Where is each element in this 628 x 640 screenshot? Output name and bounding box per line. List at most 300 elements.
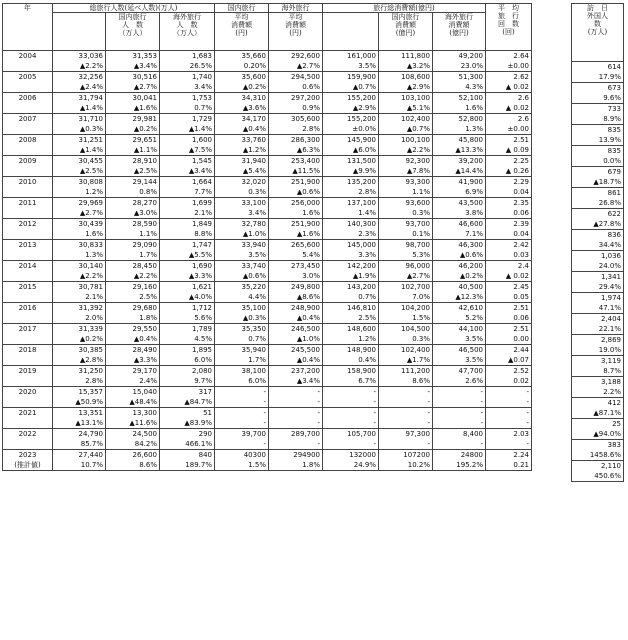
- visitors-row: [572, 293, 624, 304]
- change-row: [3, 355, 532, 366]
- change-cell: 0.03: [486, 250, 532, 261]
- visitors-cell: 2,869: [572, 335, 624, 346]
- change-cell: 0.3%: [379, 334, 433, 345]
- value-cell: 24800: [433, 450, 486, 461]
- avg-trips-header: 平 均 旅 行 回 数 (回): [486, 4, 532, 51]
- value-cell: 41,900: [433, 177, 486, 188]
- change-cell: 6.0%: [160, 355, 215, 366]
- value-cell: 32,020: [215, 177, 269, 188]
- change-row: [3, 250, 532, 261]
- change-cell: ▲7.8%: [379, 166, 433, 177]
- visitors-body: [572, 62, 624, 482]
- change-cell: ▲3.4%: [106, 61, 160, 72]
- change-cell: 0.04: [486, 187, 532, 198]
- visitors-change-row: [572, 219, 624, 230]
- change-row: [3, 292, 532, 303]
- change-cell: ▲2.7%: [53, 208, 106, 219]
- value-cell: 158,900: [323, 366, 379, 377]
- change-cell: ▲2.9%: [323, 103, 379, 114]
- value-cell: 32,780: [215, 219, 269, 230]
- change-row: [3, 82, 532, 93]
- visitors-change-cell: 1458.6%: [572, 450, 624, 461]
- change-cell: 3.0%: [269, 271, 323, 282]
- value-cell: 33,100: [215, 198, 269, 209]
- value-cell: 93,600: [379, 198, 433, 209]
- change-cell: 1.7%: [215, 355, 269, 366]
- change-cell: 5.4%: [269, 250, 323, 261]
- change-cell: 5.2%: [433, 313, 486, 324]
- value-cell: 45,800: [433, 135, 486, 146]
- year-sub-cell: [3, 229, 53, 240]
- value-cell: -: [269, 408, 323, 419]
- visitors-row: [572, 461, 624, 472]
- value-cell: 96,000: [379, 261, 433, 272]
- value-cell: 31,339: [53, 324, 106, 335]
- change-cell: ▲1.9%: [323, 271, 379, 282]
- visitors-change-row: [572, 198, 624, 209]
- value-cell: 132000: [323, 450, 379, 461]
- change-cell: 2.8%: [53, 376, 106, 387]
- value-cell: 249,800: [269, 282, 323, 293]
- visitors-change-cell: 450.6%: [572, 471, 624, 482]
- change-cell: -: [379, 439, 433, 450]
- year-cell: 2009: [3, 156, 53, 167]
- change-cell: 0.02: [486, 376, 532, 387]
- value-cell: 29,969: [53, 198, 106, 209]
- visitors-change-row: [572, 429, 624, 440]
- visitors-change-cell: 34.4%: [572, 240, 624, 251]
- change-cell: ▲2.7%: [106, 82, 160, 93]
- value-cell: 104,500: [379, 324, 433, 335]
- visitors-header: 訪 日 外国人 数 (万人): [572, 4, 624, 62]
- value-cell: 2.51: [486, 135, 532, 146]
- change-row: [3, 145, 532, 156]
- change-cell: ▲9.9%: [323, 166, 379, 177]
- change-cell: ▲2.7%: [269, 61, 323, 72]
- change-cell: 3.5%: [215, 250, 269, 261]
- value-cell: 30,041: [106, 93, 160, 104]
- change-row: [3, 271, 532, 282]
- change-cell: 466.1%: [160, 439, 215, 450]
- change-cell: ▲2.7%: [379, 271, 433, 282]
- change-cell: -: [215, 439, 269, 450]
- change-cell: 5.6%: [160, 313, 215, 324]
- year-header: 年: [3, 4, 53, 51]
- change-cell: ▲1.1%: [106, 145, 160, 156]
- visitors-cell: 1,341: [572, 272, 624, 283]
- year-cell: 2011: [3, 198, 53, 209]
- value-cell: 43,500: [433, 198, 486, 209]
- value-cell: 28,590: [106, 219, 160, 230]
- value-cell: -: [215, 387, 269, 398]
- visitors-change-row: [572, 345, 624, 356]
- value-cell: 297,200: [269, 93, 323, 104]
- change-row: [3, 460, 532, 471]
- change-cell: 0.7%: [215, 334, 269, 345]
- value-cell: 46,300: [433, 240, 486, 251]
- value-cell: 2.62: [486, 72, 532, 83]
- value-cell: 28,910: [106, 156, 160, 167]
- value-cell: 33,036: [53, 51, 106, 62]
- year-sub-cell: [3, 292, 53, 303]
- value-cell: 1,712: [160, 303, 215, 314]
- change-cell: 3.5%: [433, 355, 486, 366]
- visitors-change-cell: 9.6%: [572, 93, 624, 104]
- value-cell: 28,270: [106, 198, 160, 209]
- visitors-cell: 614: [572, 62, 624, 73]
- change-cell: 8.6%: [379, 376, 433, 387]
- value-cell: 30,439: [53, 219, 106, 230]
- value-cell: 29,160: [106, 282, 160, 293]
- value-cell: 29,651: [106, 135, 160, 146]
- change-cell: ▲2.5%: [53, 166, 106, 177]
- value-cell: 256,000: [269, 198, 323, 209]
- change-cell: ▲1.4%: [53, 103, 106, 114]
- visitors-cell: 412: [572, 398, 624, 409]
- change-cell: 3.3%: [323, 250, 379, 261]
- change-cell: 8.8%: [160, 229, 215, 240]
- value-cell: 2.64: [486, 51, 532, 62]
- change-row: [3, 229, 532, 240]
- value-cell: 30,455: [53, 156, 106, 167]
- value-cell: 38,100: [215, 366, 269, 377]
- change-cell: ▲1.7%: [379, 355, 433, 366]
- change-cell: 0.9%: [269, 103, 323, 114]
- value-cell: 2.24: [486, 450, 532, 461]
- visitors-change-cell: 2.2%: [572, 387, 624, 398]
- change-cell: ▲11.6%: [106, 418, 160, 429]
- spend-blank: [323, 13, 379, 51]
- table-row: [3, 345, 532, 356]
- change-cell: 0.3%: [379, 208, 433, 219]
- change-cell: 1.8%: [106, 313, 160, 324]
- value-cell: 161,000: [323, 51, 379, 62]
- value-cell: -: [323, 408, 379, 419]
- overseas-avg-header: 海外旅行: [269, 4, 323, 13]
- value-cell: -: [486, 387, 532, 398]
- change-cell: 7.7%: [160, 187, 215, 198]
- change-row: [3, 61, 532, 72]
- overseas-avg-sub: 平均 消費額 (円): [269, 13, 323, 51]
- value-cell: 305,600: [269, 114, 323, 125]
- change-cell: ▲0.6%: [433, 250, 486, 261]
- change-cell: ▲ 0.02: [486, 103, 532, 114]
- value-cell: 2.39: [486, 219, 532, 230]
- value-cell: 46,200: [433, 261, 486, 272]
- value-cell: 51,300: [433, 72, 486, 83]
- value-cell: 42,610: [433, 303, 486, 314]
- value-cell: 33,760: [215, 135, 269, 146]
- change-cell: 4.4%: [215, 292, 269, 303]
- change-cell: 1.3%: [433, 124, 486, 135]
- visitors-cell: 383: [572, 440, 624, 451]
- visitors-change-row: [572, 72, 624, 83]
- visitors-row: [572, 440, 624, 451]
- change-cell: 10.2%: [379, 460, 433, 471]
- visitors-change-cell: 19.0%: [572, 345, 624, 356]
- visitors-change-row: [572, 240, 624, 251]
- value-cell: 148,600: [323, 324, 379, 335]
- domestic-spend-header: 国内旅行 消費額 (億円): [379, 13, 433, 51]
- year-cell: 2005: [3, 72, 53, 83]
- value-cell: 140,300: [323, 219, 379, 230]
- value-cell: 30,833: [53, 240, 106, 251]
- value-cell: 103,100: [379, 93, 433, 104]
- value-cell: 2.42: [486, 240, 532, 251]
- change-cell: ▲0.6%: [269, 187, 323, 198]
- change-row: [3, 187, 532, 198]
- value-cell: 273,450: [269, 261, 323, 272]
- visitors-cell: 2,110: [572, 461, 624, 472]
- visitors-row: [572, 335, 624, 346]
- year-sub-cell: [3, 334, 53, 345]
- value-cell: 102,400: [379, 345, 433, 356]
- change-row: [3, 208, 532, 219]
- change-cell: 6.9%: [433, 187, 486, 198]
- change-cell: 0.7%: [160, 103, 215, 114]
- year-sub-cell: [3, 397, 53, 408]
- value-cell: 135,200: [323, 177, 379, 188]
- change-cell: 2.4%: [106, 376, 160, 387]
- change-cell: -: [323, 439, 379, 450]
- change-cell: ▲2.2%: [379, 145, 433, 156]
- change-cell: ▲50.9%: [53, 397, 106, 408]
- value-cell: 105,700: [323, 429, 379, 440]
- value-cell: 98,700: [379, 240, 433, 251]
- value-cell: 148,900: [323, 345, 379, 356]
- value-cell: 1,699: [160, 198, 215, 209]
- value-cell: 145,900: [323, 135, 379, 146]
- change-cell: ▲3.0%: [106, 208, 160, 219]
- value-cell: 137,100: [323, 198, 379, 209]
- year-cell: 2018: [3, 345, 53, 356]
- visitors-row: [572, 62, 624, 73]
- change-cell: ▲0.07: [486, 355, 532, 366]
- value-cell: 108,600: [379, 72, 433, 83]
- value-cell: 93,700: [379, 219, 433, 230]
- year-cell: 2008: [3, 135, 53, 146]
- change-cell: 1.1%: [106, 229, 160, 240]
- change-cell: 0.6%: [269, 82, 323, 93]
- visitors-change-cell: 26.8%: [572, 198, 624, 209]
- change-cell: 6.0%: [215, 376, 269, 387]
- year-cell: 2023: [3, 450, 53, 461]
- change-cell: 1.7%: [106, 250, 160, 261]
- value-cell: 294,500: [269, 72, 323, 83]
- year-cell: 2004: [3, 51, 53, 62]
- change-cell: 0.1%: [379, 229, 433, 240]
- change-cell: 3.4%: [215, 208, 269, 219]
- table-row: [3, 156, 532, 167]
- table-row: [3, 429, 532, 440]
- overseas-people-header: 海外旅行 人 数 （万人）: [160, 13, 215, 51]
- table-row: [3, 408, 532, 419]
- change-cell: ±0.00: [486, 124, 532, 135]
- value-cell: 237,200: [269, 366, 323, 377]
- change-cell: 2.5%: [106, 292, 160, 303]
- value-cell: 93,300: [379, 177, 433, 188]
- change-cell: ▲7.5%: [160, 145, 215, 156]
- visitors-change-cell: ▲27.8%: [572, 219, 624, 230]
- value-cell: 97,300: [379, 429, 433, 440]
- value-cell: 1,545: [160, 156, 215, 167]
- year-sub-cell: [3, 61, 53, 72]
- value-cell: 35,220: [215, 282, 269, 293]
- value-cell: 30,140: [53, 261, 106, 272]
- visitors-row: [572, 356, 624, 367]
- value-cell: 35,940: [215, 345, 269, 356]
- value-cell: 24,500: [106, 429, 160, 440]
- value-cell: 1,789: [160, 324, 215, 335]
- visitors-cell: 3,119: [572, 356, 624, 367]
- year-cell: 2006: [3, 93, 53, 104]
- change-cell: 0.06: [486, 208, 532, 219]
- year-sub-cell: [3, 313, 53, 324]
- change-cell: 3.8%: [433, 208, 486, 219]
- change-cell: -: [323, 397, 379, 408]
- value-cell: 2.51: [486, 303, 532, 314]
- visitors-cell: 25: [572, 419, 624, 430]
- change-cell: ▲84.7%: [160, 397, 215, 408]
- value-cell: 2.6: [486, 93, 532, 104]
- visitors-change-row: [572, 366, 624, 377]
- change-cell: 4.5%: [160, 334, 215, 345]
- change-cell: -: [379, 397, 433, 408]
- change-cell: -: [379, 418, 433, 429]
- table-row: [3, 177, 532, 188]
- value-cell: 15,357: [53, 387, 106, 398]
- value-cell: 104,200: [379, 303, 433, 314]
- value-cell: 35,600: [215, 72, 269, 83]
- year-cell: 2015: [3, 282, 53, 293]
- visitors-change-cell: ▲87.1%: [572, 408, 624, 419]
- visitors-cell: 2,404: [572, 314, 624, 325]
- value-cell: 111,200: [379, 366, 433, 377]
- change-cell: 2.0%: [53, 313, 106, 324]
- year-cell: 2016: [3, 303, 53, 314]
- value-cell: 29,144: [106, 177, 160, 188]
- change-cell: 0.7%: [323, 292, 379, 303]
- value-cell: 2,080: [160, 366, 215, 377]
- value-cell: -: [215, 408, 269, 419]
- change-row: [3, 103, 532, 114]
- change-cell: ▲3.4%: [160, 166, 215, 177]
- table-row: [3, 93, 532, 104]
- table-body: [3, 51, 532, 471]
- change-cell: 7.0%: [379, 292, 433, 303]
- change-cell: ▲3.3%: [106, 355, 160, 366]
- visitors-row: [572, 167, 624, 178]
- change-cell: 85.7%: [53, 439, 106, 450]
- change-cell: 0.00: [486, 334, 532, 345]
- value-cell: 46,600: [433, 219, 486, 230]
- value-cell: 2.03: [486, 429, 532, 440]
- change-row: [3, 166, 532, 177]
- value-cell: 29,550: [106, 324, 160, 335]
- visitors-change-row: [572, 156, 624, 167]
- change-cell: ▲3.6%: [215, 103, 269, 114]
- change-cell: ▲1.2%: [215, 145, 269, 156]
- visitors-cell: 622: [572, 209, 624, 220]
- visitors-cell: 733: [572, 104, 624, 115]
- change-cell: ▲2.5%: [106, 166, 160, 177]
- change-cell: 0.06: [486, 313, 532, 324]
- value-cell: -: [269, 387, 323, 398]
- value-cell: 246,500: [269, 324, 323, 335]
- year-sub-cell: [3, 376, 53, 387]
- change-cell: 23.0%: [433, 61, 486, 72]
- change-cell: 0.04: [486, 229, 532, 240]
- visitors-change-row: [572, 93, 624, 104]
- value-cell: 289,700: [269, 429, 323, 440]
- visitors-row: [572, 398, 624, 409]
- change-cell: -: [323, 418, 379, 429]
- value-cell: -: [486, 408, 532, 419]
- value-cell: 1,753: [160, 93, 215, 104]
- visitors-change-row: [572, 387, 624, 398]
- visitors-row: [572, 209, 624, 220]
- change-cell: 0.4%: [323, 355, 379, 366]
- value-cell: 32,256: [53, 72, 106, 83]
- value-cell: 2.29: [486, 177, 532, 188]
- change-cell: ▲1.0%: [215, 229, 269, 240]
- value-cell: 159,900: [323, 72, 379, 83]
- value-cell: -: [433, 408, 486, 419]
- change-cell: ▲ 0.09: [486, 145, 532, 156]
- change-cell: 2.5%: [323, 313, 379, 324]
- change-row: [3, 397, 532, 408]
- table-row: [3, 51, 532, 62]
- value-cell: 1,690: [160, 261, 215, 272]
- change-cell: ±0.0%: [323, 124, 379, 135]
- change-row: [3, 439, 532, 450]
- value-cell: 102,700: [379, 282, 433, 293]
- change-cell: ▲2.2%: [53, 61, 106, 72]
- value-cell: 31,940: [215, 156, 269, 167]
- visitors-change-cell: 17.9%: [572, 72, 624, 83]
- value-cell: 146,810: [323, 303, 379, 314]
- visitors-row: [572, 377, 624, 388]
- change-cell: ▲0.3%: [215, 313, 269, 324]
- value-cell: 2.25: [486, 156, 532, 167]
- table-header: [3, 4, 532, 51]
- table-row: [3, 240, 532, 251]
- value-cell: 29,981: [106, 114, 160, 125]
- change-cell: ▲2.2%: [53, 271, 106, 282]
- visitors-cell: 3,188: [572, 377, 624, 388]
- change-cell: ▲6.3%: [269, 145, 323, 156]
- change-cell: 2.1%: [160, 208, 215, 219]
- change-cell: -: [269, 418, 323, 429]
- visitors-change-cell: 22.1%: [572, 324, 624, 335]
- change-cell: ▲48.4%: [106, 397, 160, 408]
- table-row: [3, 72, 532, 83]
- value-cell: 317: [160, 387, 215, 398]
- change-cell: ▲1.4%: [160, 124, 215, 135]
- change-cell: 0.8%: [106, 187, 160, 198]
- year-sub-cell: [3, 187, 53, 198]
- change-cell: ▲1.6%: [106, 103, 160, 114]
- change-cell: 0.20%: [215, 61, 269, 72]
- value-cell: 13,351: [53, 408, 106, 419]
- value-cell: 33,740: [215, 261, 269, 272]
- change-cell: 10.7%: [53, 460, 106, 471]
- change-row: [3, 334, 532, 345]
- value-cell: 2.51: [486, 324, 532, 335]
- change-cell: ▲4.0%: [160, 292, 215, 303]
- visitors-row: [572, 104, 624, 115]
- change-cell: ▲2.9%: [379, 82, 433, 93]
